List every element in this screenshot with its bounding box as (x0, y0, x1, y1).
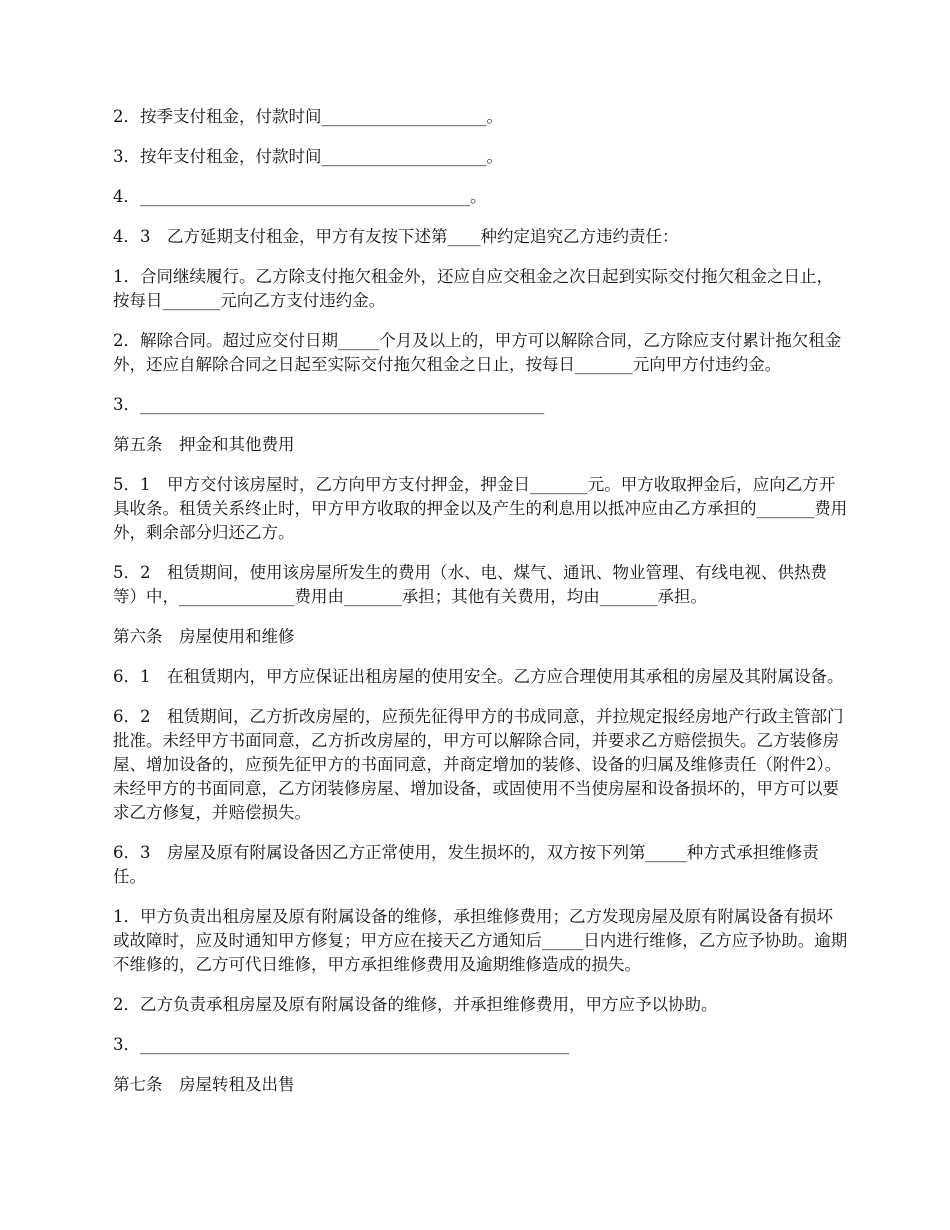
item-paragraph: 2．乙方负责承租房屋及原有附属设备的维修，并承担维修费用，甲方应予以协助。 (113, 995, 718, 1014)
clause-paragraph: 5．2 租赁期间，使用该房屋所发生的费用（水、电、煤气、通讯、物业管理、有线电视、供热费等）中，______________费用由_______承担；其他有关费用，均由_______承担。 (113, 563, 827, 606)
item-paragraph: 2．按季支付租金，付款时间____________________。 (113, 107, 503, 126)
clause-paragraph: 4．3 乙方延期支付租金，甲方有友按下述第____种约定追究乙方违约责任： (113, 227, 679, 246)
section-heading: 第七条 房屋转租及出售 (113, 1075, 295, 1094)
item-paragraph: 2．解除合同。超过应交付日期_____个月及以上的，甲方可以解除合同，乙方除应支付累计拖欠租金外，还应自解除合同之日起至实际交付拖欠租金之日止，按每日_______元向甲方付违约金。 (113, 331, 842, 374)
section-heading: 第五条 押金和其他费用 (113, 435, 295, 454)
clause-paragraph: 6．1 在租赁期内，甲方应保证出租房屋的使用安全。乙方应合理使用其承租的房屋及其附属设备。 (113, 667, 844, 686)
document-page (113, 105, 848, 1113)
item-paragraph: 1．甲方负责出租房屋及原有附属设备的维修，承担维修费用；乙方发现房屋及原有附属设备有损坏或故障时，应及时通知甲方修复；甲方应在接天乙方通知后_____日内进行维修，乙方应予协助。逾期不维修的，乙方可代日维修，甲方承担维修费用及逾期维修造成的损失。 (113, 907, 848, 974)
item-paragraph: 3．按年支付租金，付款时间____________________。 (113, 147, 503, 166)
clause-paragraph: 6．3 房屋及原有附属设备因乙方正常使用，发生损坏的，双方按下列第_____种方式承担维修责任。 (113, 843, 819, 886)
item-paragraph: 3．_________________________________________________ (113, 395, 545, 414)
item-paragraph: 3．____________________________________________________ (113, 1035, 569, 1054)
clause-paragraph: 6．2 租赁期间，乙方折改房屋的，应预先征得甲方的书成同意，并拉规定报经房地产行政主管部门批准。未经甲方书面同意，乙方折改房屋的，甲方可以解除合同，并要求乙方赔偿损失。乙方装修房屋、增加设备的，应预先征甲方的书面同意，并商定增加的装修、设备的归属及维修责任（附件2）。未经甲方的书面同意，乙方闭装修房屋、增加设备，或固使用不当使房屋和设备损坏的，甲方可以要求乙方修复，并赔偿损失。 (113, 707, 844, 822)
item-paragraph: 1．合同继续履行。乙方除支付拖欠租金外，还应自应交租金之次日起到实际交付拖欠租金之日止，按每日_______元向乙方支付违约金。 (113, 267, 833, 310)
item-paragraph: 4．________________________________________。 (113, 187, 487, 206)
section-heading: 第六条 房屋使用和维修 (113, 627, 295, 646)
clause-paragraph: 5．1 甲方交付该房屋时，乙方向甲方支付押金，押金日_______元。甲方收取押金后，应向乙方开具收条。租赁关系终止时，甲方甲方收取的押金以及产生的利息用以抵冲应由乙方承担的_______费用外，剩余部分归还乙方。 (113, 475, 848, 542)
